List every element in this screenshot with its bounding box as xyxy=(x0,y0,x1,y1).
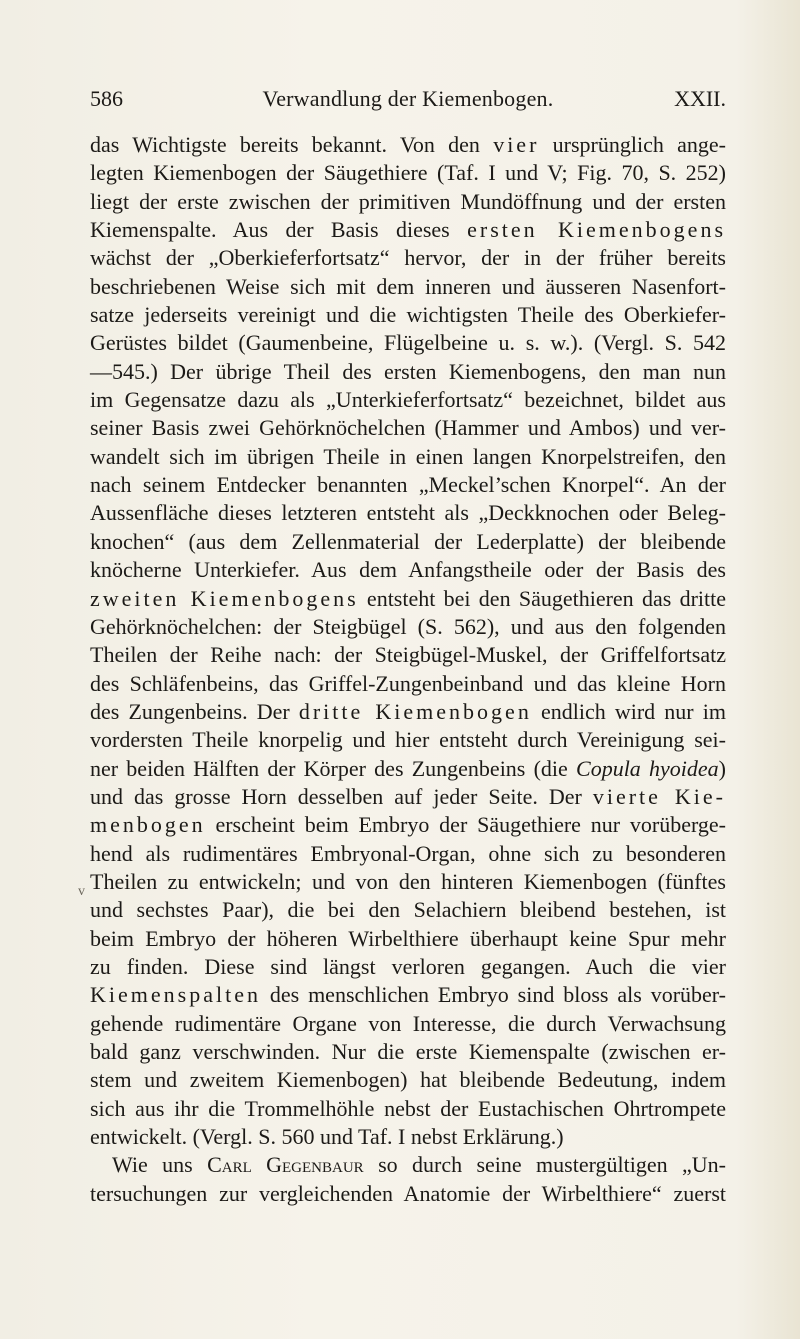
text-segment: Wie uns xyxy=(112,1152,208,1178)
text-segment: gehende rudimentäre Organe von Interesse, die durch Verwachsung xyxy=(90,1010,726,1036)
text-line xyxy=(90,301,726,329)
text-segment: knöcherne Unterkiefer. Aus dem Anfangstheile oder der Basis des xyxy=(90,557,726,583)
spaced-emphasis: menbogen xyxy=(90,812,206,838)
author-name: Carl Gegenbaur xyxy=(207,1152,364,1178)
text-segment: bald ganz verschwinden. Nur die erste Kiemenspalte (zwischen er- xyxy=(90,1039,726,1064)
text-segment: —545.) Der übrige Theil des ersten Kiemenbogens, den man nun xyxy=(90,358,726,384)
margin-mark: v xyxy=(78,884,85,899)
text-line xyxy=(90,131,726,159)
text-line xyxy=(90,471,726,499)
text-segment: beim Embryo der höheren Wirbelthiere überhaupt keine Spur mehr xyxy=(90,925,726,951)
page-header xyxy=(90,86,726,116)
text-segment: knochen“ (aus dem Zellenmaterial der Lederplatte) der bleibende xyxy=(90,528,726,554)
text-segment: im Gegensatze dazu als „Unterkieferfortsatz“ bezeichnet, bildet aus xyxy=(90,387,726,413)
text-segment: vordersten Theile knorpelig und hier entsteht durch Vereinigung sei- xyxy=(90,727,726,753)
text-segment: entsteht bei den Säugethieren das dritte xyxy=(358,585,726,611)
text-segment: so durch seine mustergültigen „Un- xyxy=(363,1152,726,1178)
text-line xyxy=(90,443,726,471)
text-line xyxy=(90,1123,726,1151)
chapter-number: XXII. xyxy=(674,86,726,111)
text-segment: und sechstes Paar), die bei den Selachiern bleibend bestehen, ist xyxy=(90,897,726,923)
text-line xyxy=(90,216,726,244)
text-line xyxy=(90,159,726,187)
text-line xyxy=(90,1095,726,1123)
text-line xyxy=(90,840,726,868)
text-segment: Kiemenspalte. Aus der Basis dieses xyxy=(90,217,468,243)
text-line xyxy=(90,613,726,641)
text-line xyxy=(90,755,726,783)
text-line xyxy=(90,188,726,216)
text-line xyxy=(90,528,726,556)
text-segment: des menschlichen Embryo sind bloss als vorüber- xyxy=(260,982,726,1008)
text-line xyxy=(90,1066,726,1094)
text-line xyxy=(90,896,726,924)
text-line xyxy=(90,386,726,414)
text-segment: zu finden. Diese sind längst verloren gegangen. Auch die vier xyxy=(90,953,726,979)
text-line xyxy=(90,811,726,839)
text-segment: Theilen zu entwickeln; und von den hinteren Kiemenbogen (fünftes xyxy=(90,868,726,894)
spaced-emphasis: dritte Kiemenbogen xyxy=(298,698,532,724)
text-line xyxy=(90,1010,726,1038)
text-segment: beschriebenen Weise sich mit dem inneren und äusseren Nasenfort- xyxy=(90,273,726,299)
text-segment: hend als rudimentäres Embryonal-Organ, ohne sich zu besonderen xyxy=(90,840,726,866)
text-segment: ) xyxy=(718,755,726,781)
text-line xyxy=(90,783,726,811)
text-line xyxy=(90,244,726,272)
spaced-emphasis: ersten Kiemenbogens xyxy=(467,217,726,243)
text-line xyxy=(90,981,726,1009)
text-segment: stem und zweitem Kiemenbogen) hat bleibende Bedeutung, indem xyxy=(90,1067,726,1093)
text-line xyxy=(90,499,726,527)
text-line xyxy=(90,556,726,584)
text-segment: und das grosse Horn desselben auf jeder Seite. Der xyxy=(90,783,593,809)
text-segment: endlich wird nur im xyxy=(531,698,726,724)
text-segment: des Zungenbeins. Der xyxy=(90,698,299,724)
body-text xyxy=(90,131,726,1208)
spaced-emphasis: vier xyxy=(493,132,540,157)
text-segment: des Schläfenbeins, das Griffel-Zungenbeinband und das kleine Horn xyxy=(90,670,726,696)
text-segment: tersuchungen zur vergleichenden Anatomie der Wirbelthiere“ zuerst xyxy=(90,1180,726,1206)
text-segment: ursprünglich ange- xyxy=(539,132,726,157)
text-line xyxy=(90,925,726,953)
text-line xyxy=(90,414,726,442)
text-segment: seiner Basis zwei Gehörknöchelchen (Hammer und Ambos) und ver- xyxy=(90,415,726,441)
text-line xyxy=(90,670,726,698)
text-segment: satze jederseits vereinigt und die wichtigsten Theile des Oberkiefer- xyxy=(90,302,726,328)
text-line xyxy=(90,698,726,726)
text-segment: erscheint beim Embryo der Säugethiere nur vorüberge- xyxy=(205,812,726,838)
text-segment: Gerüstes bildet (Gaumenbeine, Flügelbeine u. s. w.). (Vergl. S. 542 xyxy=(90,330,726,356)
text-line xyxy=(90,273,726,301)
text-line xyxy=(90,358,726,386)
italic-term: Copula hyoidea xyxy=(576,755,719,781)
text-line xyxy=(90,329,726,357)
spaced-emphasis: zweiten Kiemenbogens xyxy=(90,585,359,611)
text-segment: sich aus ihr die Trommelhöhle nebst der Eustachischen Ohrtrompete xyxy=(90,1095,726,1121)
text-line xyxy=(90,1180,726,1208)
text-segment: Aussenfläche dieses letzteren entsteht als „Deckknochen oder Beleg- xyxy=(90,500,726,526)
text-segment: wächst der „Oberkieferfortsatz“ hervor, der in der früher bereits xyxy=(90,245,726,271)
running-title: Verwandlung der Kiemenbogen. xyxy=(262,86,554,111)
text-segment: legten Kiemenbogen der Säugethiere (Taf. I und V; Fig. 70, S. 252) xyxy=(90,160,726,186)
text-segment: das Wichtigste bereits bekannt. Von den xyxy=(90,132,494,157)
text-line xyxy=(90,641,726,669)
text-line xyxy=(90,953,726,981)
text-segment: wandelt sich im übrigen Theile in einen langen Knorpelstreifen, den xyxy=(90,443,726,469)
text-segment: liegt der erste zwischen der primitiven Mundöffnung und der ersten xyxy=(90,188,726,214)
text-line xyxy=(90,726,726,754)
text-line xyxy=(90,1151,726,1179)
text-line xyxy=(90,868,726,896)
text-segment: Theilen der Reihe nach: der Steigbügel-Muskel, der Griffelfortsatz xyxy=(90,642,726,668)
text-segment: entwickelt. (Vergl. S. 560 und Taf. I nebst Erklärung.) xyxy=(90,1124,564,1150)
spaced-emphasis: Kiemenspalten xyxy=(90,982,261,1008)
text-segment: nach seinem Entdecker benannten „Meckel’schen Knorpel“. An der xyxy=(90,472,726,498)
page-number: 586 xyxy=(90,86,123,111)
spaced-emphasis: vierte Kie- xyxy=(592,783,727,809)
text-line xyxy=(90,585,726,613)
text-segment: Gehörknöchelchen: der Steigbügel (S. 562), und aus den folgenden xyxy=(90,613,726,639)
text-segment: ner beiden Hälften der Körper des Zungenbeins (die xyxy=(90,755,577,781)
text-line xyxy=(90,1038,726,1066)
